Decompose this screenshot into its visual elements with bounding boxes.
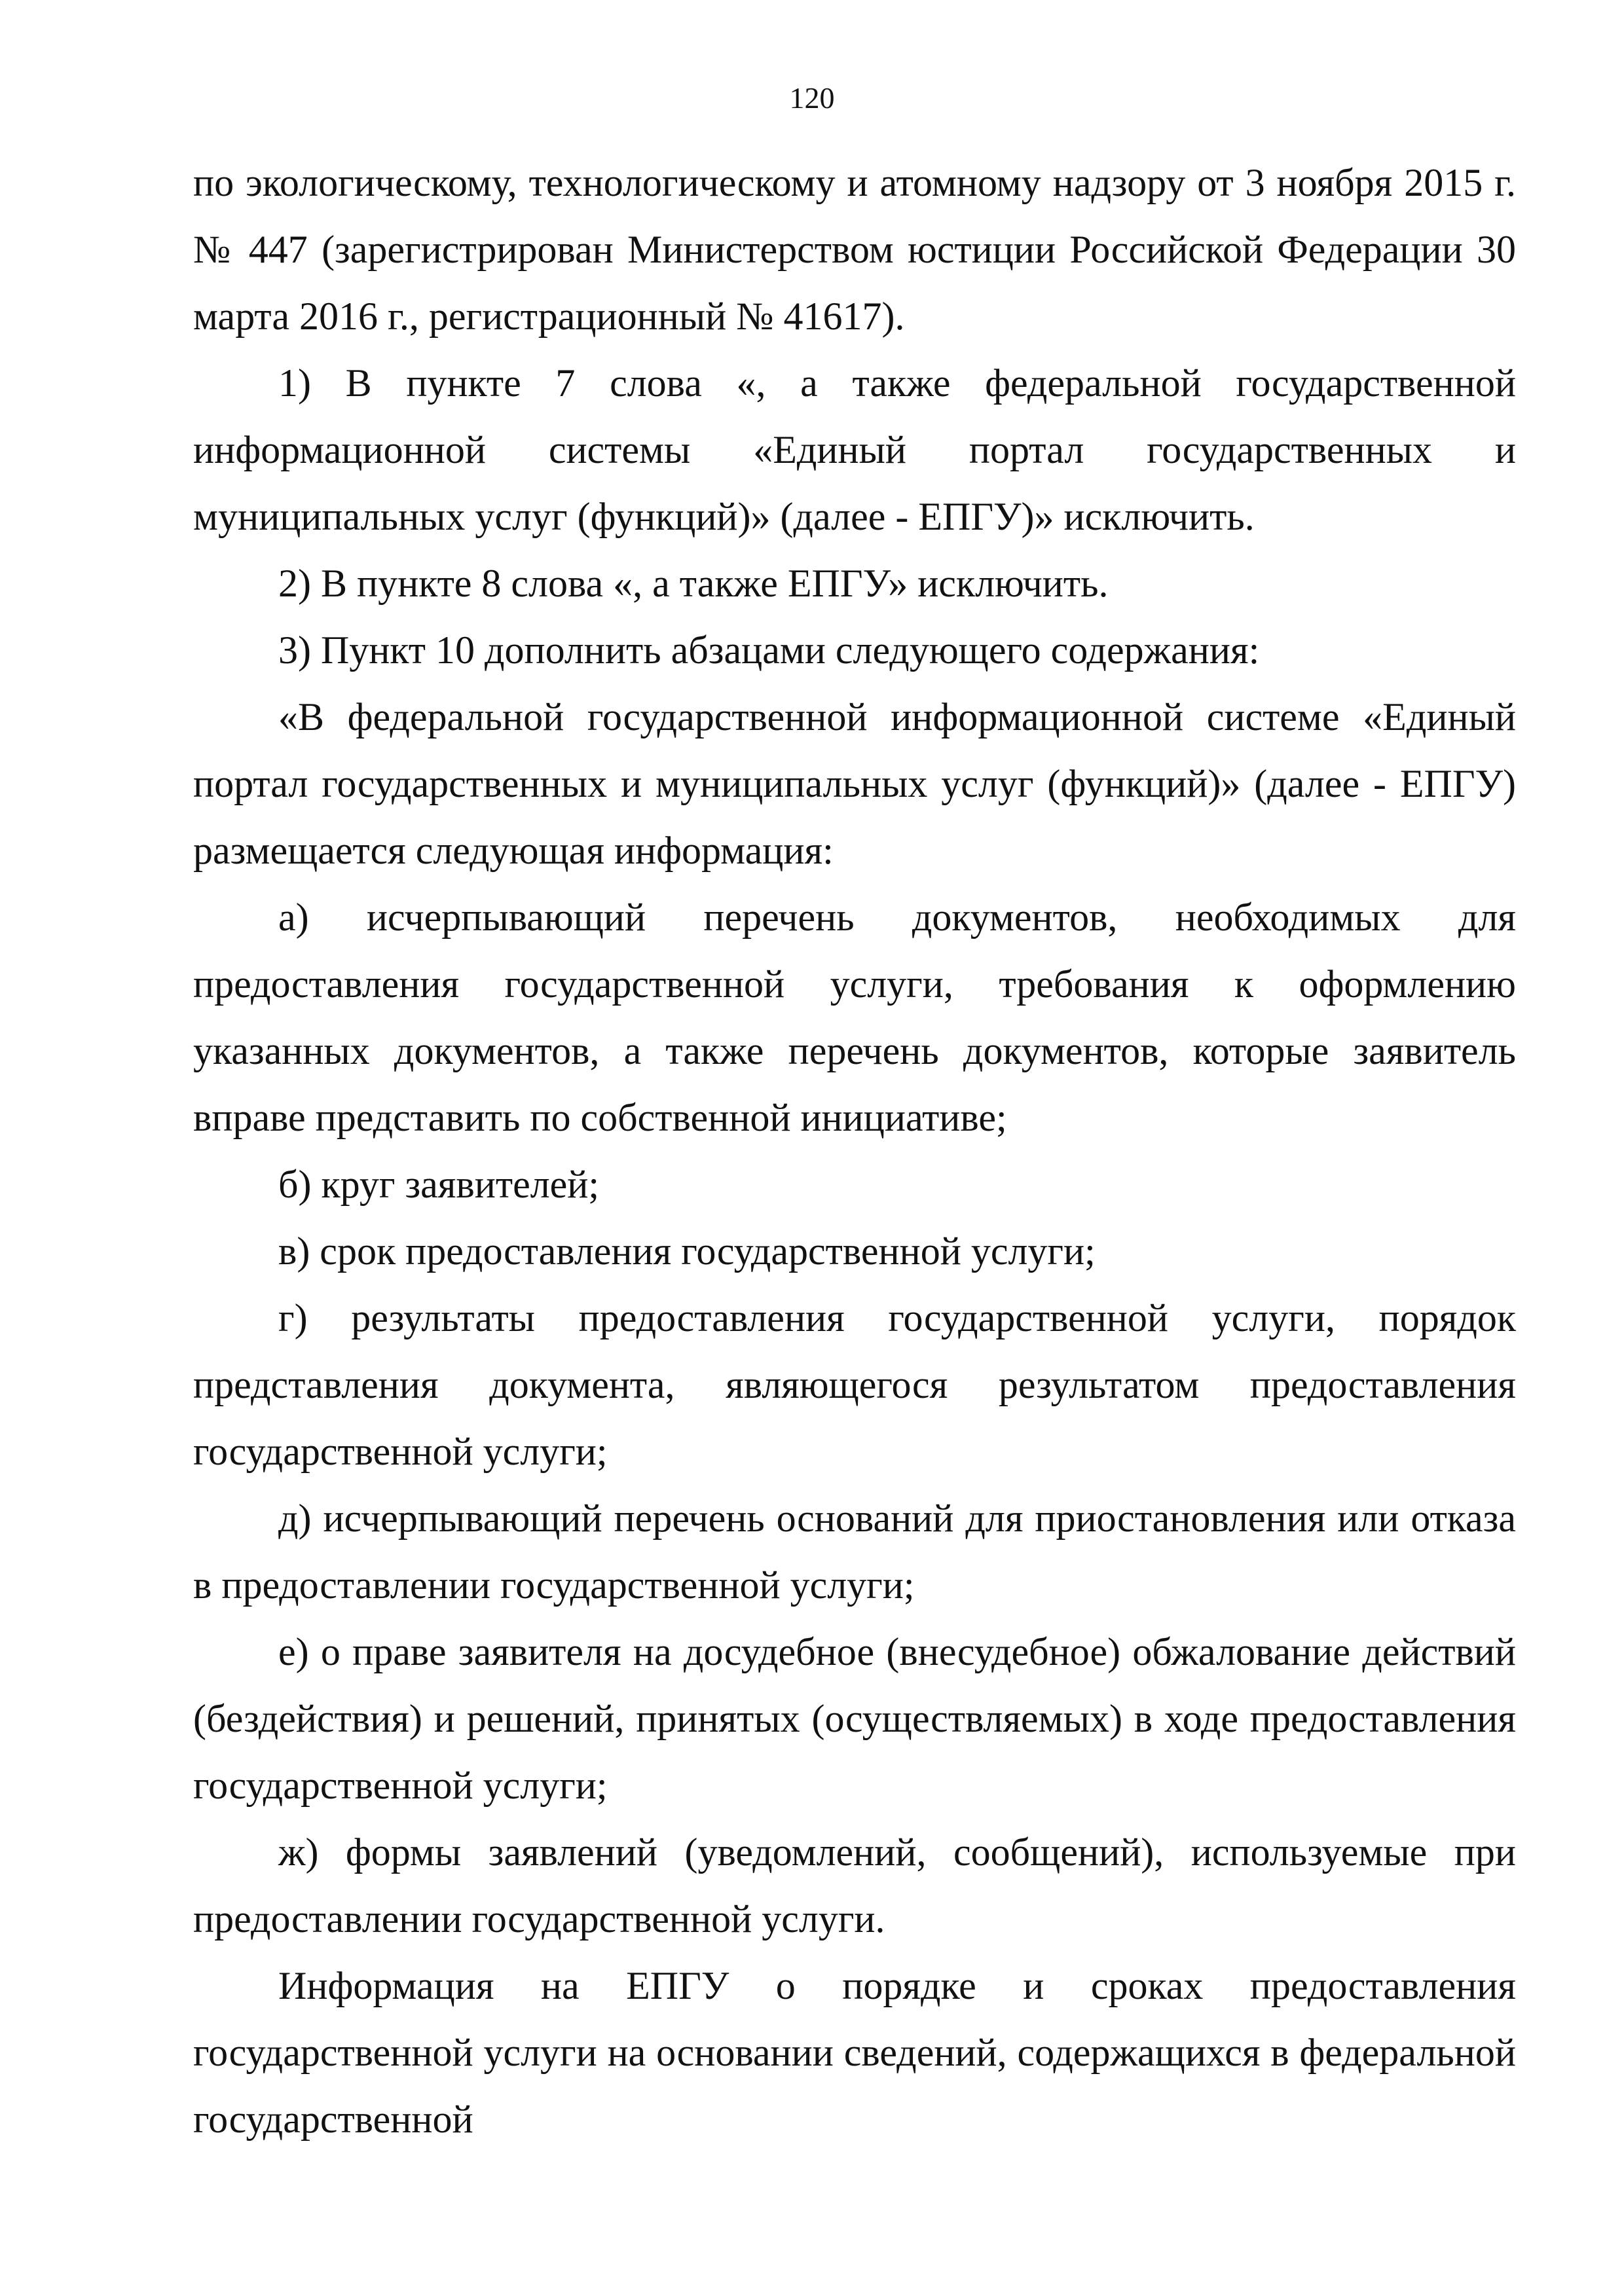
- list-item-v: в) срок предоставления государственной услуги;: [278, 1230, 1096, 1273]
- paragraph-item-2: 2) В пункте 8 слова «, а также ЕПГУ» исключить.: [278, 562, 1109, 605]
- list-item-g: г) результаты предоставления государственной услуги, порядок представления документа, являющегося результатом предоставления государственной услуги;: [193, 1296, 1516, 1473]
- list-item-zh: ж) формы заявлений (уведомлений, сообщений), используемые при предоставлении государственной услуги.: [193, 1831, 1516, 1941]
- list-item-a: а) исчерпывающий перечень документов, необходимых для предоставления государственной услуги, требования к оформлению указанных документов, а также перечень документов, которые заявитель вправе представить по собственной инициативе;: [193, 896, 1516, 1139]
- list-item-d: д) исчерпывающий перечень оснований для приостановления или отказа в предоставлении государственной услуги;: [193, 1497, 1516, 1607]
- document-body: [193, 149, 1516, 2153]
- list-item-b: б) круг заявителей;: [278, 1163, 600, 1206]
- paragraph-continuation: по экологическому, технологическому и атомному надзору от 3 ноября 2015 г. № 447 (зарегистрирован Министерством юстиции Российской Федерации 30 марта 2016 г., регистрационный № 41617).: [193, 161, 1516, 338]
- paragraph-item-1: 1) В пункте 7 слова «, а также федеральной государственной информационной системы «Единый портал государственных и муниципальных услуг (функций)» (далее - ЕПГУ)» исключить.: [193, 361, 1516, 538]
- paragraph-quote-intro: «В федеральной государственной информационной системе «Единый портал государственных и муниципальных услуг (функций)» (далее - ЕПГУ) размещается следующая информация:: [193, 695, 1516, 872]
- paragraph-item-3: 3) Пункт 10 дополнить абзацами следующего содержания:: [278, 629, 1260, 672]
- page-number: 120: [789, 81, 835, 115]
- paragraph-info-epgu: Информация на ЕПГУ о порядке и сроках предоставления государственной услуги на основании сведений, содержащихся в федеральной государственной: [193, 1964, 1516, 2141]
- list-item-e: е) о праве заявителя на досудебное (внесудебное) обжалование действий (бездействия) и решений, принятых (осуществляемых) в ходе предоставления государственной услуги;: [193, 1630, 1516, 1807]
